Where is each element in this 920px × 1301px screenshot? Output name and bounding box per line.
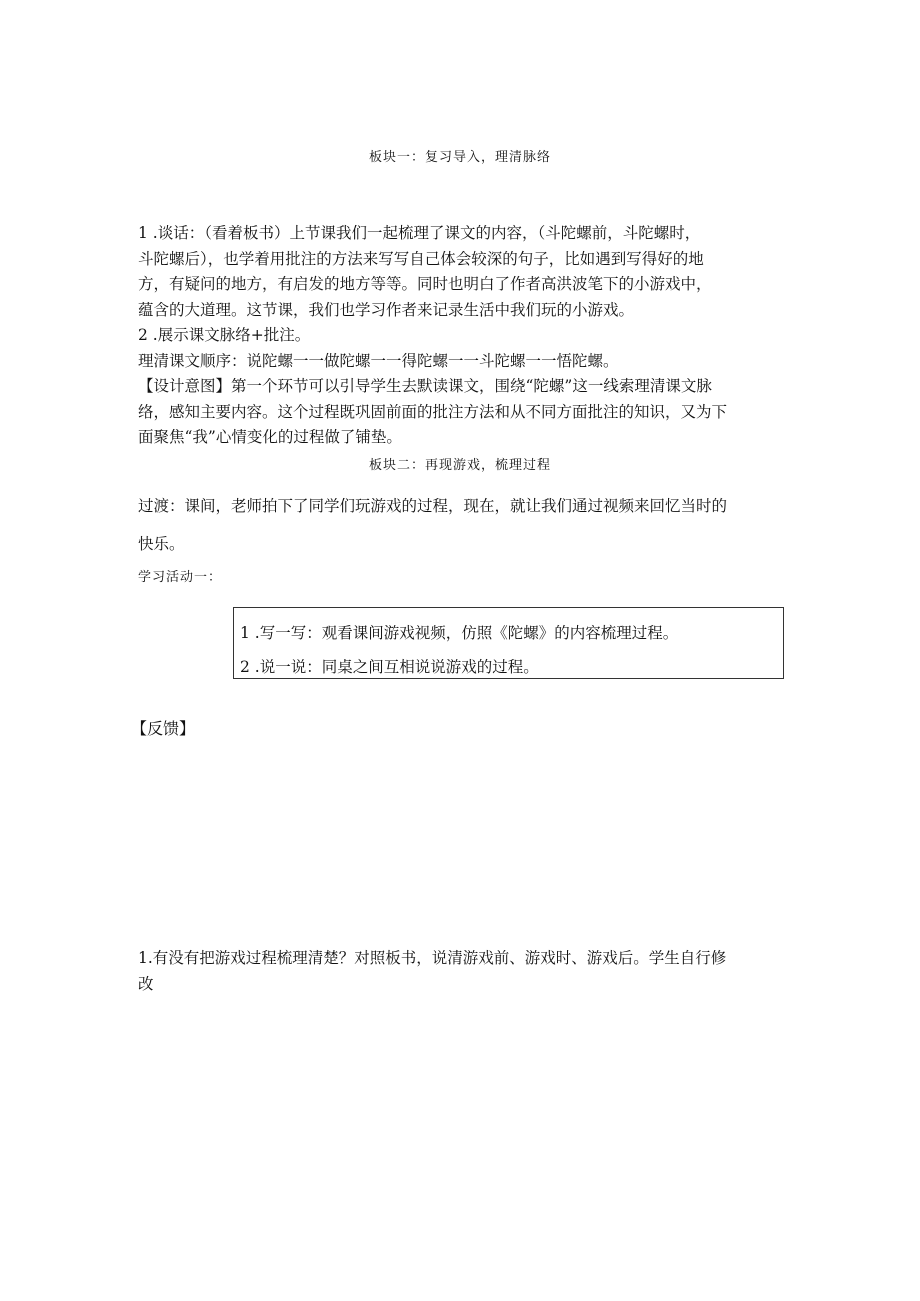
section2-heading: 板块二：再现游戏，梳理过程	[368, 458, 551, 473]
section1-talk-paragraph	[138, 221, 788, 451]
feedback-paragraph	[138, 946, 788, 997]
activity-box	[233, 607, 784, 679]
course-order-line: 理清课文顺序：说陀螺一一做陀螺一一得陀螺一一斗陀螺一一悟陀螺。	[138, 351, 619, 370]
text-line: 方，有疑问的地方，有启发的地方等等。同时也明白了作者高洪波笔下的小游戏中，	[138, 275, 712, 293]
text-line: 斗陀螺后），也学着用批注的方法来写写自己体会较深的句子，比如遇到写得好的地	[138, 249, 704, 268]
text-line: 1 .谈话：（看着板书）上节课我们一起梳理了课文的内容，（斗陀螺前，斗陀螺时，	[138, 224, 701, 242]
feedback-label: 【反馈】	[131, 719, 196, 738]
activity-label: 学习活动一：	[138, 570, 223, 585]
transition-paragraph	[138, 487, 788, 563]
text-line: 1.有没有把游戏过程梳理清楚？对照板书，说清游戏前、游戏时、游戏后。学生自行修	[138, 949, 727, 967]
text-line: 改	[138, 974, 154, 993]
activity-item-speak: 2 .说一说：同桌之间互相说说游戏的过程。	[240, 658, 539, 676]
text-line: 过渡：课间，老师拍下了同学们玩游戏的过程，现在，就让我们通过视频来回忆当时的	[138, 497, 728, 515]
design-intent-line: 面聚焦“我”心情变化的过程做了铺垫。	[138, 428, 402, 446]
activity-item-write: 1 .写一写：观看课间游戏视频，仿照《陀螺》的内容梳理过程。	[240, 624, 679, 642]
design-intent-line: 络，感知主要内容。这个过程既巩固前面的批注方法和从不同方面批注的知识，又为下	[138, 402, 728, 421]
section1-heading: 板块一：复习导入，理清脉络	[368, 150, 551, 165]
text-line: 蕴含的大道理。这节课，我们也学习作者来记录生活中我们玩的小游戏。	[138, 300, 635, 319]
design-intent-line: 【设计意图】第一个环节可以引导学生去默读课文，围绕“陀螺”这一线索理清课文脉	[138, 377, 712, 395]
text-line: 快乐。	[138, 535, 185, 553]
item-2-line: 2 .展示课文脉络+批注。	[138, 326, 311, 344]
